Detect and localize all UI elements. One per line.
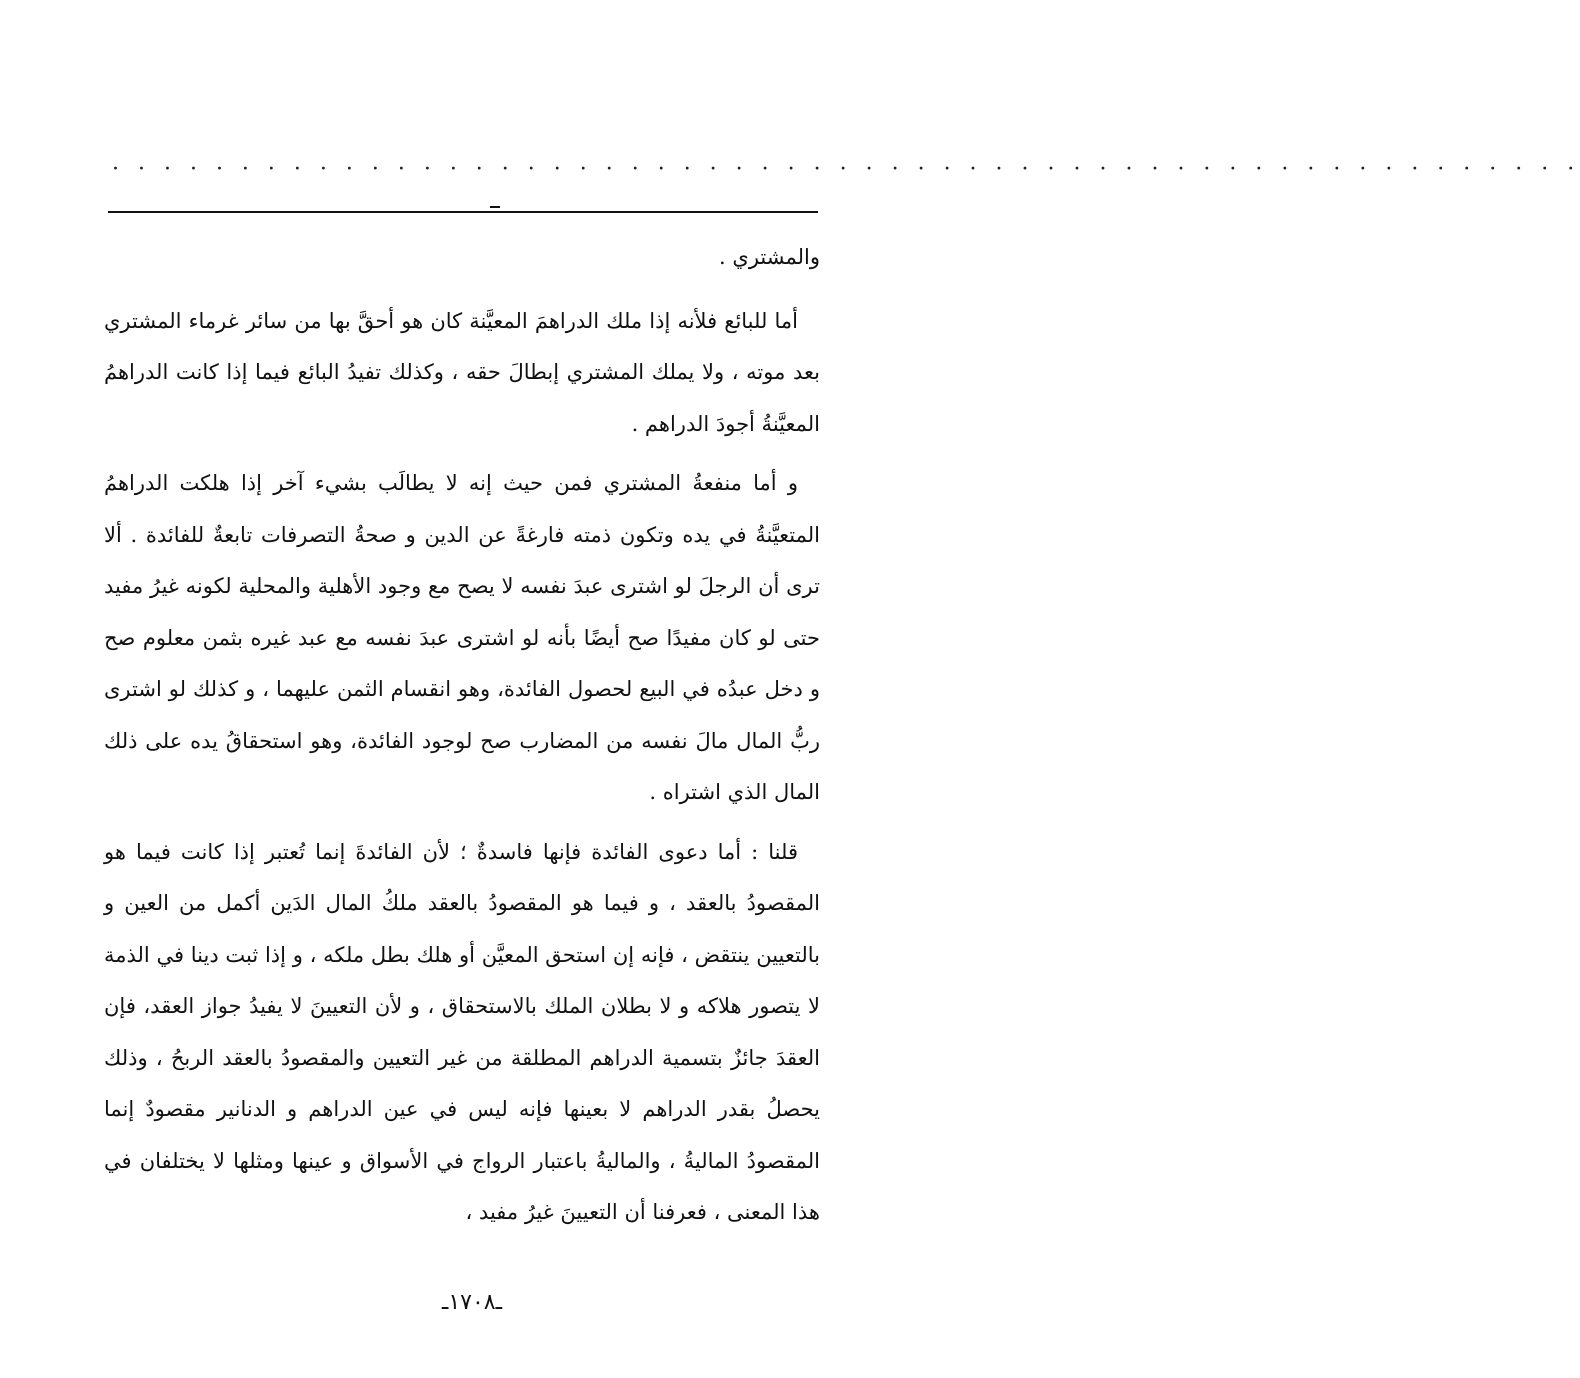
dotted-separator: · · · · · · · · · · · · · · · · · · · · · · · · · · · · · · · · · · · · · · · · · · · · · · · · · · · · · · · · · (112, 157, 1580, 182)
paragraph-buyer-benefit: و أما منفعةُ المشتري فمن حيث إنه لا يطالَب بشيء آخر إذا هلكت الدراهمُ المتعيَّنةُ في يده وتكون ذمته فارغةً عن الدين و صحةُ التصرفات تابعةٌ للفائدة . ألا ترى أن الرجلَ لو اشترى عبدَ نفسه لا يصح مع وجود الأهلية والمحلية لكونه غيرُ مفيد حتى لو كان مفيدًا صح أيضًا بأنه لو اشترى عبدَ نفسه مع عبد غيره بثمن معلوم صح و دخل عبدُه في البيع لحصول الفائدة، وهو انقسام الثمن عليهما ، و كذلك لو اشترى ربُّ المال مالَ نفسه من المضارب صح لوجود الفائدة، وهو استحقاقُ يده على ذلك المال الذي اشتراه . (104, 471, 820, 804)
rule-tick-mark (490, 206, 500, 208)
main-text (104, 232, 820, 1247)
horizontal-rule (108, 211, 818, 213)
paragraph-continuation: والمشتري . (719, 245, 820, 269)
paragraph-rebuttal: قلنا : أما دعوى الفائدة فإنها فاسدةٌ ؛ لأن الفائدةَ إنما تُعتبر إذا كانت فيما هو المقصودُ بالعقد ، و فيما هو المقصودُ بالعقد ملكُ المال الدَين أكمل من العين و بالتعيين ينتقض ، فإنه إن استحق المعيَّن أو هلك بطل ملكه ، و إذا ثبت دينا في الذمة لا يتصور هلاكه و لا بطلان الملك بالاستحقاق ، و لأن التعيينَ لا يفيدُ جواز العقد، فإن العقدَ جائزٌ بتسمية الدراهم المطلقة من غير التعيين والمقصودُ بالعقد الربحُ ، وذلك يحصلُ بقدر الدراهم لا بعينها فإنه ليس في عين الدراهم و الدنانير مقصودٌ إنما المقصودُ الماليةُ ، والماليةُ باعتبار الرواج في الأسواق و عينها ومثلها لا يختلفان في هذا المعنى ، فعرفنا أن التعيينَ غيرُ مفيد ، (104, 839, 820, 1224)
page-number: ـ١٧٠٨ـ (441, 1290, 503, 1315)
paragraph-seller-benefit: أما للبائع فلأنه إذا ملك الدراهمَ المعيَّنة كان هو أحقَّ بها من سائر غرماء المشتري بعد موته ، ولا يملك المشتري إبطالَ حقه ، وكذلك تفيدُ البائع فيما إذا كانت الدراهمُ المعيَّنةُ أجودَ الدراهم . (104, 308, 820, 436)
